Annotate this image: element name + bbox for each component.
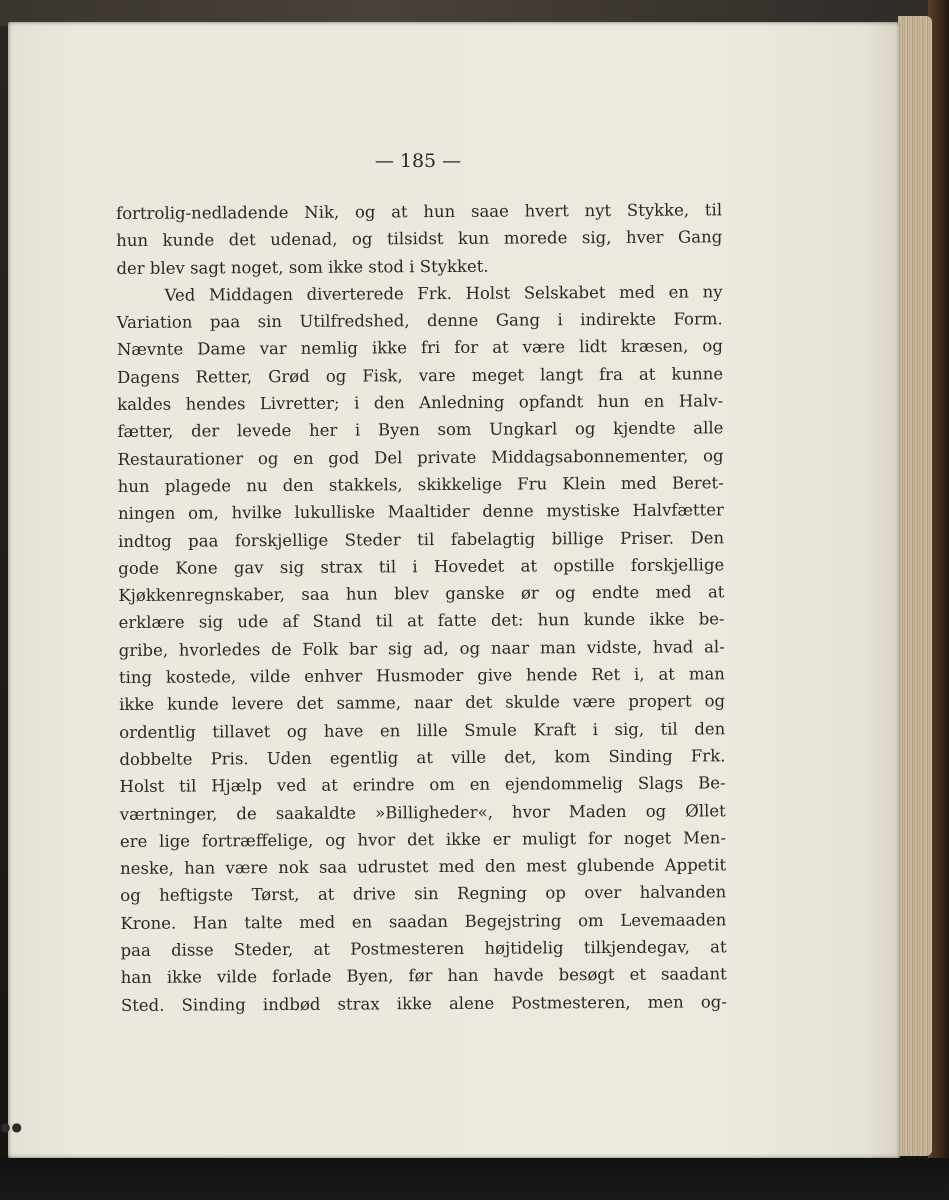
book-page [8, 22, 900, 1158]
text-line: Ved Middagen diverterede Frk. Holst Selskabet med en ny [164, 282, 723, 305]
text-line: Kjøkkenregnskaber, saa hun blev ganske ør og endte med at [118, 582, 725, 606]
binding-marks-icon: ●● [0, 1120, 23, 1134]
text-line: fætter, der levede her i Byen som Ungkarl og kjendte alle [117, 418, 724, 442]
text-line: kaldes hendes Livretter; i den Anledning opfandt hun en Halv- [117, 391, 724, 415]
text-line: gribe, hvorledes de Folk bar sig ad, og naar man vidste, hvad al- [118, 637, 725, 660]
text-line: Holst til Hjælp ved at erindre om en ejendommelig Slags Be- [119, 773, 726, 797]
text-line: værtninger, de saakaldte »Billigheder«, hvor Maden og Øllet [119, 800, 726, 824]
body-text [116, 196, 727, 1019]
text-line: ikke kunde levere det samme, naar det skulde være propert og [119, 691, 726, 715]
text-line: ningen om, hvilke lukulliske Maaltider denne mystiske Halvfætter [117, 500, 724, 524]
text-line: gode Kone gav sig strax til i Hovedet at opstille forskjellige [118, 555, 725, 578]
text-line: ting kostede, vilde enhver Husmoder give hende Ret i, at man [118, 664, 725, 688]
page-stack-edge [898, 16, 932, 1156]
page-number: — 185 — [374, 150, 462, 172]
text-line: Sted. Sinding indbød strax ikke alene Postmesteren, men og- [120, 991, 727, 1015]
text-line: der blev sagt noget, som ikke stod i Stykket. [116, 256, 489, 278]
text-line: neske, han være nok saa udrustet med den mest glubende Appetit [120, 855, 727, 879]
text-line: indtog paa forskjellige Steder til fabelagtig billige Priser. Den [118, 527, 725, 551]
text-line: Restaurationer og en god Del private Middagsabonnementer, og [117, 445, 724, 469]
text-line: erklære sig ude af Stand til at fatte det: hun kunde ikke be- [118, 609, 725, 633]
text-line: paa disse Steder, at Postmesteren højtidelig tilkjendegav, at [120, 937, 727, 961]
text-line: han ikke vilde forlade Byen, før han havde besøgt et saadant [120, 964, 727, 988]
scan-bottom-edge [0, 1158, 949, 1200]
text-line: dobbelte Pris. Uden egentlig at ville det, kom Sinding Frk. [119, 746, 726, 769]
text-line: ordentlig tillavet og have en lille Smule Kraft i sig, til den [119, 718, 726, 742]
text-line: hun kunde det udenad, og tilsidst kun morede sig, hver Gang [116, 227, 723, 251]
text-line: hun plagede nu den stakkels, skikkelige Fru Klein med Beret- [117, 473, 724, 496]
text-line: og heftigste Tørst, at drive sin Regning op over halvanden [120, 882, 727, 906]
text-line: Nævnte Dame var nemlig ikke fri for at være lidt kræsen, og [116, 336, 723, 360]
text-line: Dagens Retter, Grød og Fisk, vare meget langt fra at kunne [117, 364, 724, 387]
text-line: Krone. Han talte med en saadan Begejstring om Levemaaden [120, 910, 727, 933]
text-line: fortrolig-nedladende Nik, og at hun saae hvert nyt Stykke, til [116, 200, 723, 223]
text-line: Variation paa sin Utilfredshed, denne Gang i indirekte Form. [116, 309, 723, 333]
text-line: ere lige fortræffelige, og hvor det ikke er muligt for noget Men- [119, 828, 726, 851]
